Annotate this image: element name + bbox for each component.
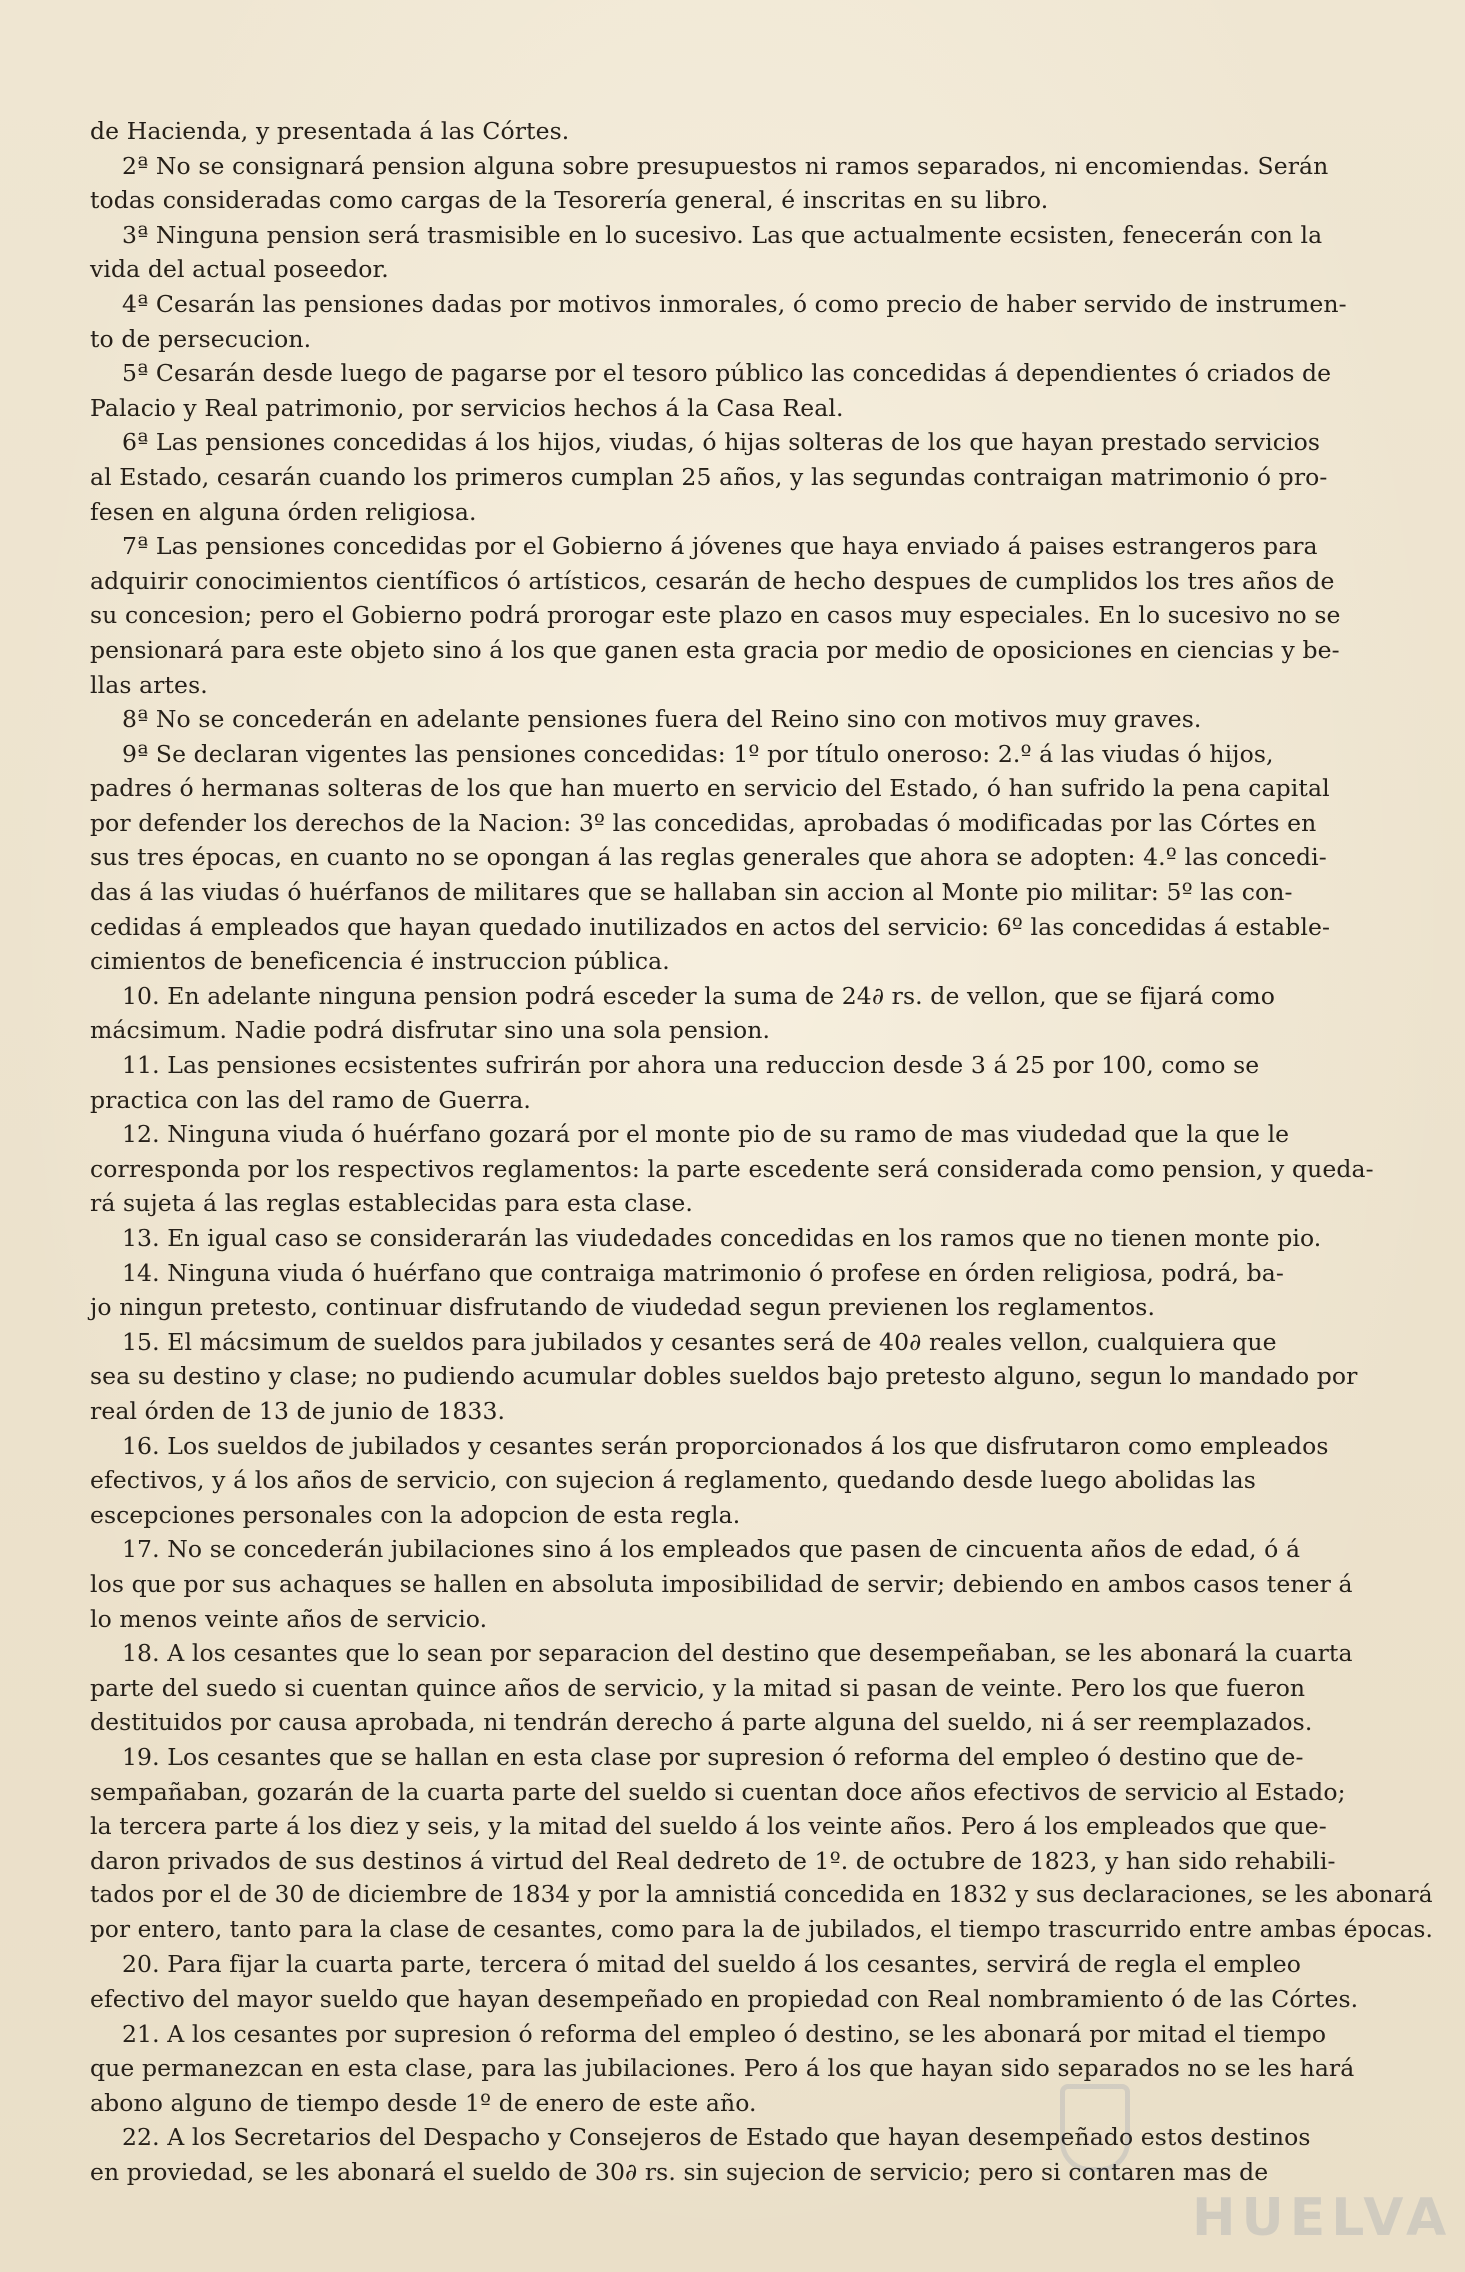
- document-line: practica con las del ramo de Guerra.: [90, 1085, 531, 1114]
- document-line: 4ª Cesarán las pensiones dadas por motivos inmorales, ó como precio de haber servido de instrumen-: [122, 289, 1347, 318]
- document-line: sempañaban, gozarán de la cuarta parte del sueldo si cuentan doce años efectivos de servicio al Estado;: [90, 1777, 1346, 1806]
- document-line: los que por sus achaques se hallen en absoluta imposibilidad de servir; debiendo en ambos casos tener á: [90, 1569, 1353, 1598]
- document-line: 7ª Las pensiones concedidas por el Gobierno á jóvenes que haya enviado á paises estrangeros para: [122, 532, 1318, 561]
- document-line: 2ª No se consignará pension alguna sobre presupuestos ni ramos separados, ni encomiendas. Serán: [122, 151, 1329, 180]
- document-line: das á las viudas ó huérfanos de militares que se hallaban sin accion al Monte pio militar: 5º las con-: [90, 878, 1293, 907]
- document-line: 11. Las pensiones ecsistentes sufrirán por ahora una reduccion desde 3 á 25 por 100, como se: [122, 1051, 1260, 1080]
- document-line: sea su destino y clase; no pudiendo acumular dobles sueldos bajo pretesto alguno, segun lo mandado por: [90, 1362, 1358, 1391]
- document-line: destituidos por causa aprobada, ni tendrán derecho á parte alguna del sueldo, ni á ser reemplazados.: [90, 1708, 1313, 1737]
- document-line: por entero, tanto para la clase de cesantes, como para la de jubilados, el tiempo trascurrido entre ambas épocas.: [90, 1916, 1433, 1943]
- document-line: jo ningun pretesto, continuar disfrutando de viudedad segun previenen los reglamentos.: [90, 1293, 1156, 1322]
- document-line: 18. A los cesantes que lo sean por separacion del destino que desempeñaban, se les abonará la cuarta: [122, 1639, 1353, 1668]
- document-line: al Estado, cesarán cuando los primeros cumplan 25 años, y las segundas contraigan matrimonio ó pro-: [90, 462, 1328, 491]
- document-line: parte del suedo si cuentan quince años de servicio, y la mitad si pasan de veinte. Pero los que fueron: [90, 1673, 1306, 1702]
- document-line: escepciones personales con la adopcion de esta regla.: [90, 1500, 741, 1529]
- document-line: sus tres épocas, en cuanto no se opongan á las reglas generales que ahora se adopten: 4.º las concedi-: [90, 843, 1327, 872]
- document-line: 6ª Las pensiones concedidas á los hijos, viudas, ó hijas solteras de los que hayan prestado servicios: [122, 428, 1320, 457]
- document-line: 9ª Se declaran vigentes las pensiones concedidas: 1º por título oneroso: 2.º á las viudas ó hijos,: [122, 739, 1274, 768]
- document-line: adquirir conocimientos científicos ó artísticos, cesarán de hecho despues de cumplidos los tres años de: [90, 566, 1335, 595]
- document-line: 13. En igual caso se considerarán las viudedades concedidas en los ramos que no tienen monte pio.: [122, 1224, 1322, 1252]
- document-line: lo menos veinte años de servicio.: [90, 1604, 488, 1633]
- document-line: 17. No se concederán jubilaciones sino á los empleados que pasen de cincuenta años de edad, ó á: [122, 1535, 1301, 1564]
- document-line: pensionará para este objeto sino á los que ganen esta gracia por medio de oposiciones en ciencias y be-: [90, 635, 1340, 664]
- document-line: 22. A los Secretarios del Despacho y Consejeros de Estado que hayan desempeñado estos destinos: [122, 2123, 1311, 2152]
- document-line: efectivos, y á los años de servicio, con sujecion á reglamento, quedando desde luego abolidas las: [90, 1466, 1256, 1495]
- document-line: llas artes.: [90, 670, 208, 699]
- document-line: Palacio y Real patrimonio, por servicios hechos á la Casa Real.: [90, 393, 844, 422]
- document-line: 20. Para fijar la cuarta parte, tercera ó mitad del sueldo á los cesantes, servirá de regla el empleo: [122, 1950, 1301, 1979]
- watermark-text: HUELVA: [1192, 2188, 1453, 2248]
- document-line: 21. A los cesantes por supresion ó reforma del empleo ó destino, se les abonará por mitad el tiempo: [122, 2019, 1327, 2048]
- document-line: 8ª No se concederán en adelante pensiones fuera del Reino sino con motivos muy graves.: [122, 705, 1202, 734]
- document-line: to de persecucion.: [90, 324, 312, 353]
- document-line: 12. Ninguna viuda ó huérfano gozará por el monte pio de su ramo de mas viudedad que la que le: [122, 1120, 1290, 1149]
- document-line: corresponda por los respectivos reglamentos: la parte escedente será considerada como pension, y queda-: [90, 1154, 1374, 1183]
- document-line: vida del actual poseedor.: [90, 255, 389, 284]
- archive-watermark: [1052, 2078, 1453, 2258]
- document-line: cimientos de beneficencia é instruccion pública.: [90, 947, 670, 976]
- document-line: 5ª Cesarán desde luego de pagarse por el tesoro público las concedidas á dependientes ó criados de: [122, 359, 1332, 388]
- document-line: todas consideradas como cargas de la Tesorería general, é inscritas en su libro.: [90, 186, 1049, 215]
- document-line: mácsimum. Nadie podrá disfrutar sino una sola pension.: [90, 1016, 771, 1045]
- document-line: de Hacienda, y presentada á las Córtes.: [90, 117, 570, 145]
- document-line: en proviedad, se les abonará el sueldo de 30∂ rs. sin sujecion de servicio; pero si contaren mas de: [90, 2158, 1269, 2187]
- document-line: por defender los derechos de la Nacion: 3º las concedidas, aprobadas ó modificadas por las Córtes en: [90, 808, 1317, 837]
- document-line: real órden de 13 de junio de 1833.: [90, 1396, 506, 1425]
- document-line: daron privados de sus destinos á virtud del Real dedreto de 1º. de octubre de 1823, y han sido rehabili-: [90, 1846, 1336, 1875]
- document-line: tados por el de 30 de diciembre de 1834 y por la amnistiá concedida en 1832 y sus declaraciones, se les abonará: [90, 1881, 1433, 1909]
- document-line: 3ª Ninguna pension será trasmisible en lo sucesivo. Las que actualmente ecsisten, fenecerán con la: [122, 220, 1323, 249]
- document-line: rá sujeta á las reglas establecidas para esta clase.: [90, 1189, 693, 1218]
- document-text: [90, 114, 1440, 2190]
- document-line: 19. Los cesantes que se hallan en esta clase por supresion ó reforma del empleo ó destino que de-: [122, 1742, 1304, 1771]
- shield-icon: [1060, 2084, 1130, 2172]
- document-line: padres ó hermanas solteras de los que han muerto en servicio del Estado, ó han sufrido la pena capital: [90, 774, 1330, 803]
- document-line: fesen en alguna órden religiosa.: [90, 497, 477, 526]
- document-line: cedidas á empleados que hayan quedado inutilizados en actos del servicio: 6º las concedidas á estable-: [90, 912, 1331, 941]
- document-line: 14. Ninguna viuda ó huérfano que contraiga matrimonio ó profese en órden religiosa, podrá, ba-: [122, 1258, 1284, 1287]
- document-line: 16. Los sueldos de jubilados y cesantes serán proporcionados á los que disfrutaron como empleados: [122, 1431, 1329, 1460]
- document-line: abono alguno de tiempo desde 1º de enero de este año.: [90, 2088, 757, 2117]
- document-line: la tercera parte á los diez y seis, y la mitad del sueldo á los veinte años. Pero á los empleados que que-: [90, 1812, 1327, 1841]
- document-line: su concesion; pero el Gobierno podrá prorogar este plazo en casos muy especiales. En lo sucesivo no se: [90, 601, 1341, 630]
- document-line: efectivo del mayor sueldo que hayan desempeñado en propiedad con Real nombramiento ó de las Córtes.: [90, 1985, 1359, 2014]
- document-line: 15. El mácsimum de sueldos para jubilados y cesantes será de 40∂ reales vellon, cualquiera que: [122, 1327, 1277, 1356]
- document-line: 10. En adelante ninguna pension podrá esceder la suma de 24∂ rs. de vellon, que se fijará como: [122, 981, 1276, 1010]
- document-line: que permanezcan en esta clase, para las jubilaciones. Pero á los que hayan sido separados no se les hará: [90, 2054, 1355, 2083]
